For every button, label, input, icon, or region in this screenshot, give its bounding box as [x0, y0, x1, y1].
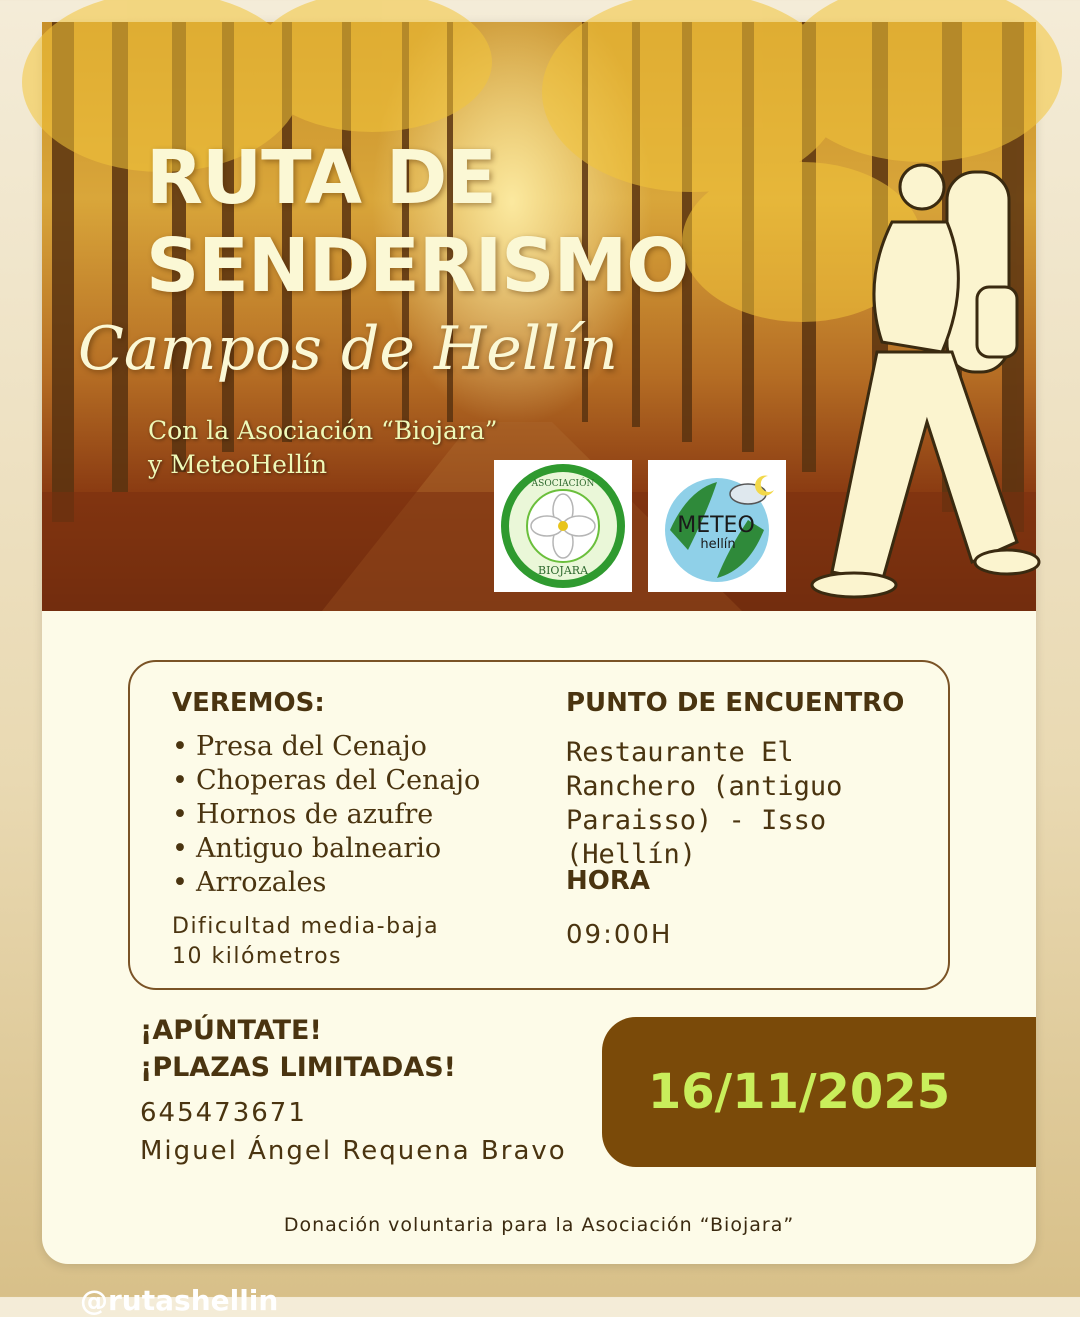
biojara-logo — [494, 460, 632, 592]
distance-text: 10 kilómetros — [172, 944, 342, 969]
association-line-2: y MeteoHellín — [148, 450, 328, 479]
meeting-point-address: Restaurante El Ranchero (antiguo Paraisso) - Isso (Hellín) — [566, 737, 843, 870]
contact-info — [140, 1094, 567, 1170]
difficulty-info — [172, 912, 439, 972]
signup-line-2: ¡PLAZAS LIMITADAS! — [140, 1052, 456, 1083]
svg-text:METEO: METEO — [677, 513, 755, 538]
date-banner — [602, 1017, 1036, 1167]
event-date: 16/11/2025 — [647, 1064, 951, 1120]
footer-caption-partial: @rutashellin — [80, 1284, 279, 1317]
highlights-list — [172, 730, 480, 900]
forest-hero-image — [42, 22, 1036, 611]
hour-heading: HORA — [566, 866, 651, 896]
poster-card — [42, 22, 1036, 1264]
signup-line-1: ¡APÚNTATE! — [140, 1015, 322, 1046]
svg-text:BIOJARA: BIOJARA — [537, 564, 589, 577]
poster-title — [146, 134, 688, 310]
svg-text:hellín: hellín — [700, 537, 736, 552]
contact-phone[interactable]: 645473671 — [140, 1098, 307, 1128]
meeting-point-heading: PUNTO DE ENCUENTRO — [566, 688, 905, 718]
list-item: • Choperas del Cenajo — [172, 765, 481, 796]
association-line-1: Con la Asociación “Biojara” — [148, 416, 498, 445]
donation-note: Donación voluntaria para la Asociación “Biojara” — [283, 1214, 795, 1236]
difficulty-text: Dificultad media-baja — [172, 914, 440, 939]
list-item: • Arrozales — [172, 867, 327, 898]
event-info-box — [128, 660, 950, 990]
association-credit — [148, 414, 498, 482]
title-line-2: SENDERISMO — [146, 223, 689, 309]
veremos-heading: VEREMOS: — [172, 688, 325, 718]
svg-text:ASOCIACIÓN: ASOCIACIÓN — [531, 479, 595, 489]
signup-call-to-action — [140, 1012, 456, 1086]
hour-value: 09:00H — [566, 920, 673, 950]
list-item: • Hornos de azufre — [172, 799, 434, 830]
title-line-1: RUTA DE — [146, 135, 496, 221]
poster-subtitle: Campos de Hellín — [78, 314, 618, 384]
list-item: • Antiguo balneario — [172, 833, 442, 864]
list-item: • Presa del Cenajo — [172, 731, 427, 762]
meteohellin-logo — [648, 460, 786, 592]
contact-name: Miguel Ángel Requena Bravo — [140, 1136, 567, 1166]
